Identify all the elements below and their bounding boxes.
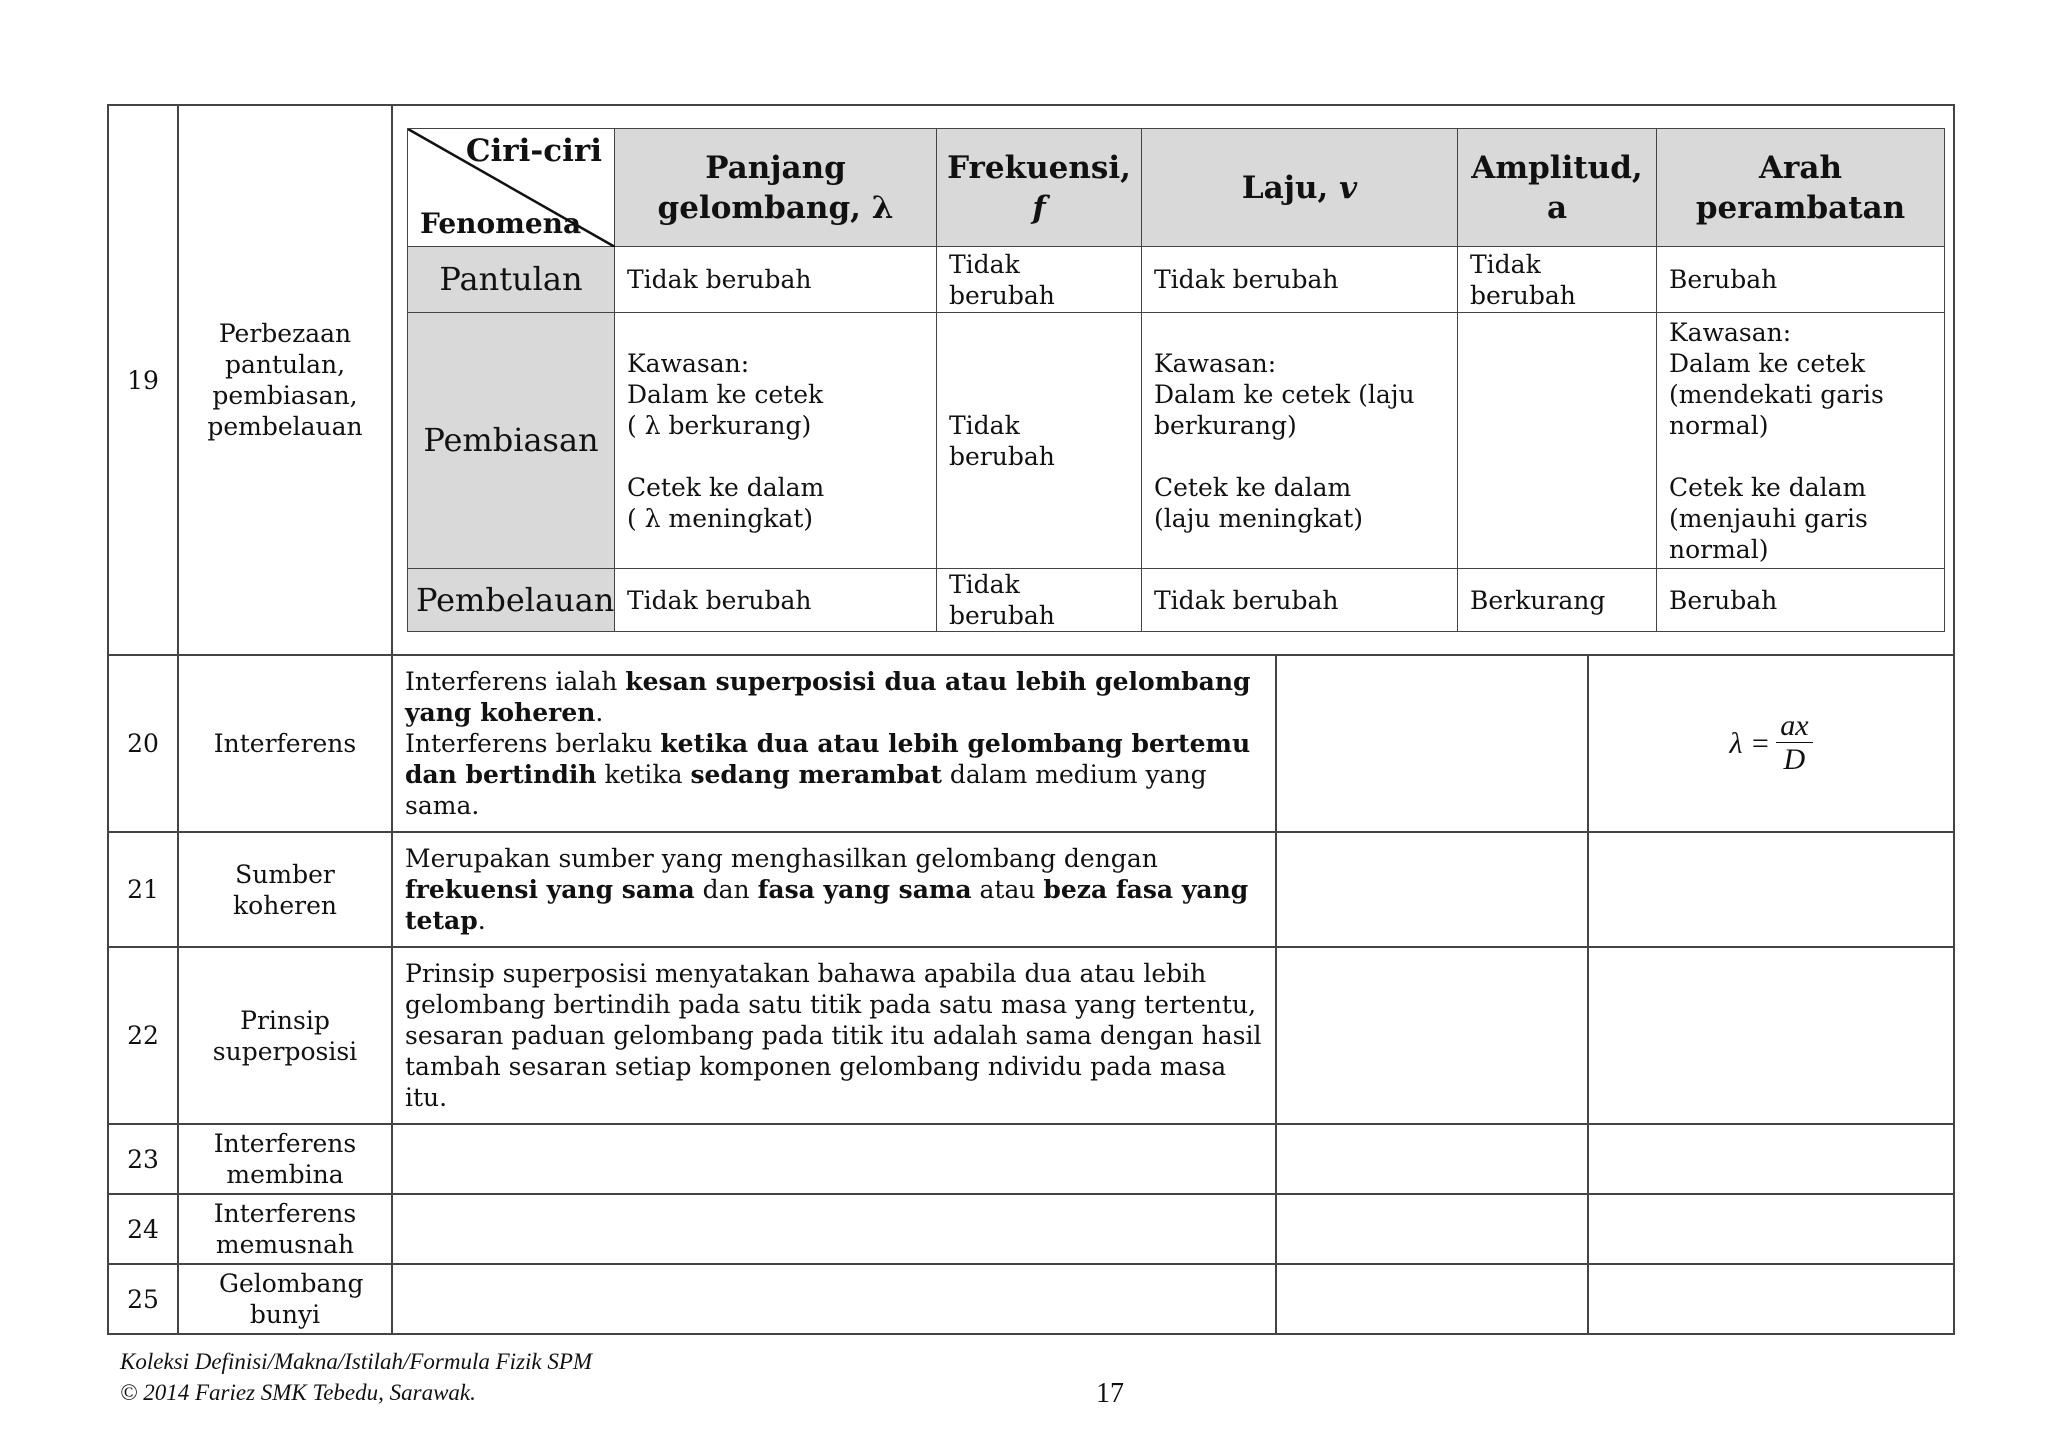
main-table [107, 104, 1955, 1335]
row-pembelauan [408, 569, 1945, 632]
def-text: ketika [596, 760, 691, 789]
cell-frequency: Tidak berubah [937, 247, 1142, 313]
empty-cell [1588, 1264, 1954, 1334]
cell-wavelength: Tidak berubah [615, 247, 937, 313]
def-bold: ketika dua atau lebih gelombang bertemu dan bertindih [405, 729, 1251, 789]
row-term [178, 947, 392, 1124]
empty-cell [1276, 655, 1588, 832]
empty-cell [1276, 1124, 1588, 1194]
table-row [108, 832, 1954, 947]
term-text: Sumber koheren [233, 859, 337, 920]
def-text: . [477, 906, 486, 935]
row-term [178, 832, 392, 947]
cell-direction: Berubah [1657, 247, 1945, 313]
cell-amplitude: Berkurang [1458, 569, 1657, 632]
cell-amplitude: Tidak berubah [1458, 247, 1657, 313]
def-bold: frekuensi yang sama [405, 875, 695, 904]
empty-cell [392, 1264, 1276, 1334]
row-term [178, 1124, 392, 1194]
table-row [108, 655, 1954, 832]
table-row [108, 1194, 1954, 1264]
corner-label-top: Ciri-ciri [465, 133, 602, 169]
formula-lhs: λ = [1729, 726, 1771, 760]
row-term [178, 1194, 392, 1264]
cell-frequency: Tidak berubah [937, 569, 1142, 632]
comparison-cell [392, 105, 1954, 655]
page-number: 17 [1096, 1378, 1124, 1409]
term-text: Prinsip superposisi [212, 1005, 358, 1066]
def-bold: beza fasa yang tetap [405, 875, 1249, 935]
empty-cell [392, 1124, 1276, 1194]
def-text: . [595, 698, 604, 727]
empty-cell [1276, 1194, 1588, 1264]
table-row [108, 1264, 1954, 1334]
row-number: 24 [108, 1194, 178, 1264]
table-row [108, 105, 1954, 655]
header-speed [1142, 129, 1458, 247]
term-text: Interferens memusnah [213, 1199, 357, 1259]
empty-cell [1276, 832, 1588, 947]
row-pembiasan [408, 313, 1945, 569]
cell-speed: Tidak berubah [1142, 247, 1458, 313]
row-term: Interferens [178, 655, 392, 832]
cell-direction: Kawasan: Dalam ke cetek (mendekati garis normal) Cetek ke dalam (menjauhi garis normal) [1657, 313, 1945, 569]
header-speed-label: Laju, [1241, 169, 1329, 206]
phenomenon-label: Pembiasan [408, 313, 615, 569]
empty-cell [1588, 947, 1954, 1124]
table-row [108, 947, 1954, 1124]
row-number: 19 [108, 105, 178, 655]
def-bold: sedang merambat [690, 760, 942, 789]
def-text: Interferens ialah [405, 667, 626, 696]
term-text: Interferens membina [213, 1129, 357, 1189]
definition-cell: Prinsip superposisi menyatakan bahawa apabila dua atau lebih gelombang bertindih pada satu titik pada satu masa yang tertentu, sesaran paduan gelombang pada titik itu adalah sama dengan hasil tambah sesaran setiap komponen gelombang ndividu pada masa itu. [392, 947, 1276, 1124]
definition-cell [392, 655, 1276, 832]
empty-cell [392, 1194, 1276, 1264]
diagonal-header [408, 129, 615, 247]
corner-label-bottom: Fenomena [420, 207, 582, 240]
header-wavelength: Panjang gelombang, λ [615, 129, 937, 247]
cell-direction: Berubah [1657, 569, 1945, 632]
def-bold: kesan superposisi dua atau lebih gelombang yang koheren [405, 667, 1251, 727]
cell-frequency: Tidak berubah [937, 313, 1142, 569]
empty-cell [1588, 832, 1954, 947]
comparison-header-row [408, 129, 1945, 247]
cell-wavelength: Tidak berubah [615, 569, 937, 632]
formula-denominator: D [1783, 743, 1806, 776]
term-text: Gelombang bunyi [219, 1269, 364, 1329]
cell-speed: Tidak berubah [1142, 569, 1458, 632]
cell-amplitude [1458, 313, 1657, 569]
row-number: 25 [108, 1264, 178, 1334]
definition-cell [392, 832, 1276, 947]
cell-wavelength: Kawasan: Dalam ke cetek ( λ berkurang) Cetek ke dalam ( λ meningkat) [615, 313, 937, 569]
empty-cell [1588, 1194, 1954, 1264]
header-frequency-symbol: f [1032, 189, 1046, 226]
row-number: 23 [108, 1124, 178, 1194]
comparison-table [407, 128, 1945, 632]
formula-fraction [1776, 710, 1812, 777]
def-text: dan [694, 875, 758, 904]
row-term [178, 1264, 392, 1334]
header-frequency-label: Frekuensi, [947, 149, 1131, 186]
def-bold: fasa yang sama [757, 875, 972, 904]
def-text: Merupakan sumber yang menghasilkan gelombang dengan [405, 844, 1158, 873]
header-amplitude: Amplitud, a [1458, 129, 1657, 247]
footer-title: Koleksi Definisi/Makna/Istilah/Formula Fizik SPM [120, 1349, 593, 1374]
def-text: Interferens berlaku [405, 729, 661, 758]
def-text: dalam medium yang sama. [405, 760, 1207, 820]
row-term [178, 105, 392, 655]
cell-speed: Kawasan: Dalam ke cetek (laju berkurang) Cetek ke dalam (laju meningkat) [1142, 313, 1458, 569]
formula-cell [1588, 655, 1954, 832]
empty-cell [1276, 947, 1588, 1124]
row-number: 20 [108, 655, 178, 832]
row-number: 22 [108, 947, 178, 1124]
header-frequency [937, 129, 1142, 247]
table-row [108, 1124, 1954, 1194]
header-speed-symbol: v [1339, 169, 1358, 206]
phenomenon-label: Pantulan [408, 247, 615, 313]
formula [1729, 710, 1812, 777]
row-number: 21 [108, 832, 178, 947]
row-pantulan [408, 247, 1945, 313]
header-direction: Arah perambatan [1657, 129, 1945, 247]
empty-cell [1276, 1264, 1588, 1334]
def-text: atau [971, 875, 1044, 904]
empty-cell [1588, 1124, 1954, 1194]
footer-copyright: © 2014 Fariez SMK Tebedu, Sarawak. [120, 1380, 476, 1405]
footer [120, 1346, 592, 1408]
formula-numerator: ax [1776, 710, 1812, 743]
term-text: Perbezaan pantulan, pembiasan, pembelauan [207, 319, 363, 441]
phenomenon-label: Pembelauan [408, 569, 615, 632]
